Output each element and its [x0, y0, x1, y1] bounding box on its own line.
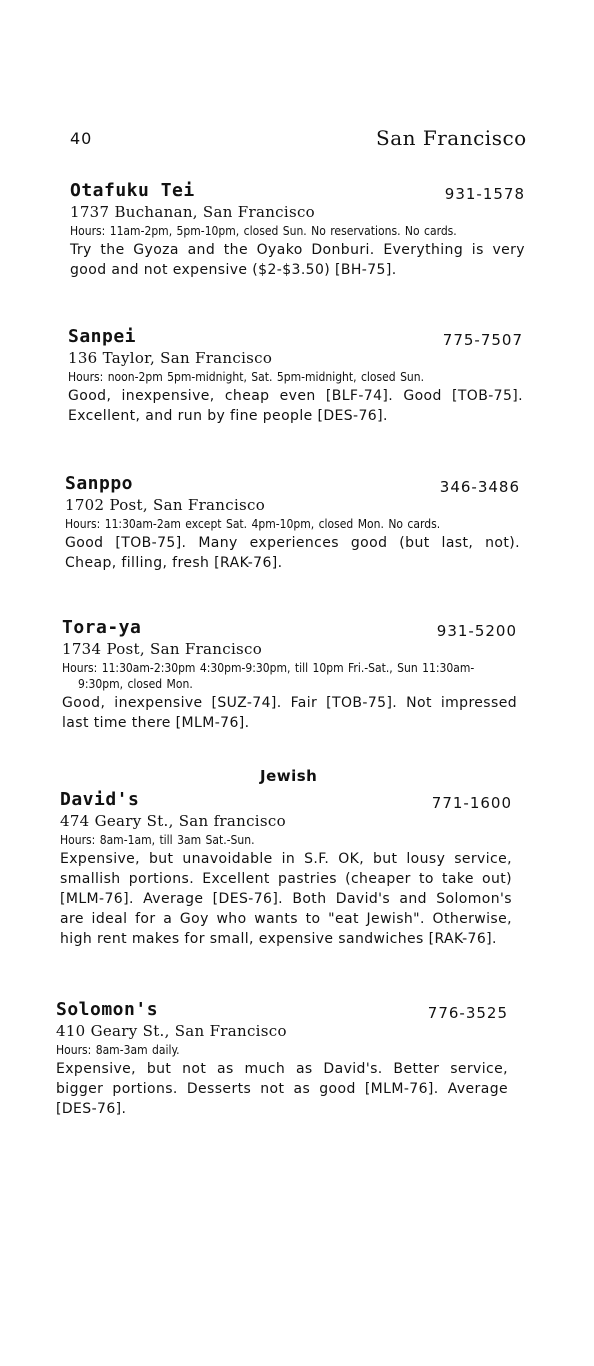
restaurant-name: Tora-ya	[62, 617, 142, 638]
restaurant-phone: 775-7507	[442, 331, 523, 349]
restaurant-phone: 771-1600	[431, 794, 512, 812]
restaurant-phone: 776-3525	[427, 1004, 508, 1022]
restaurant-review: Expensive, but not as much as David's. Better service, bigger portions. Desserts not as good [MLM-76]. Average [DES-76].	[56, 1061, 508, 1117]
restaurant-address: 474 Geary St., San francisco	[60, 812, 286, 830]
restaurant-hours: Hours: 8am-1am, till 3am Sat.-Sun.	[60, 833, 255, 847]
restaurant-name: Otafuku Tei	[70, 180, 195, 201]
restaurant-address: 136 Taylor, San Francisco	[68, 349, 273, 367]
restaurant-review: Good, inexpensive, cheap even [BLF-74]. Good [TOB-75]. Excellent, and run by fine people [DES-76].	[68, 388, 523, 424]
restaurant-hours: Hours: 8am-3am daily.	[56, 1043, 180, 1057]
restaurant-entry	[56, 999, 508, 1119]
restaurant-address: 410 Geary St., San Francisco	[56, 1022, 287, 1040]
restaurant-address: 1737 Buchanan, San Francisco	[70, 203, 315, 221]
restaurant-name: David's	[60, 789, 140, 810]
restaurant-review: Good, inexpensive [SUZ-74]. Fair [TOB-75]. Not impressed last time there [MLM-76].	[62, 695, 517, 731]
restaurant-review: Expensive, but unavoidable in S.F. OK, but lousy service, smallish portions. Excellent pastries (cheaper to take out) [MLM-76]. Average [DES-76]. Both David's and Solomon's are ideal for a Goy who wants to "eat Jewish". Otherwise, high rent makes for small, expensive sandwiches [RAK-76].	[60, 851, 512, 947]
restaurant-entry	[70, 180, 525, 280]
page-number: 40	[70, 129, 93, 148]
restaurant-entry	[65, 473, 520, 573]
restaurant-hours: Hours: 11:30am-2am except Sat. 4pm-10pm, closed Mon. No cards.	[65, 517, 441, 531]
page-title: San Francisco	[376, 126, 527, 150]
restaurant-hours: Hours: 11:30am-2:30pm 4:30pm-9:30pm, till 10pm Fri.-Sat., Sun 11:30am-9:30pm, closed Mon.	[62, 661, 475, 691]
restaurant-phone: 931-1578	[444, 185, 525, 203]
restaurant-hours: Hours: noon-2pm 5pm-midnight, Sat. 5pm-midnight, closed Sun.	[68, 370, 425, 384]
restaurant-name: Sanppo	[65, 473, 134, 494]
restaurant-hours: Hours: 11am-2pm, 5pm-10pm, closed Sun. No reservations. No cards.	[70, 224, 457, 238]
restaurant-phone: 346-3486	[439, 478, 520, 496]
restaurant-entry	[62, 617, 517, 733]
section-heading: Jewish	[260, 767, 318, 785]
restaurant-address: 1702 Post, San Francisco	[65, 496, 266, 514]
restaurant-review: Good [TOB-75]. Many experiences good (but last, not). Cheap, filling, fresh [RAK-76].	[65, 535, 520, 571]
restaurant-phone: 931-5200	[436, 622, 517, 640]
restaurant-address: 1734 Post, San Francisco	[62, 640, 263, 658]
restaurant-entry	[60, 789, 512, 949]
restaurant-name: Solomon's	[56, 999, 159, 1020]
restaurant-name: Sanpei	[68, 326, 137, 347]
restaurant-entry	[68, 326, 523, 426]
restaurant-review: Try the Gyoza and the Oyako Donburi. Everything is very good and not expensive ($2-$3.50) [BH-75].	[70, 242, 525, 278]
